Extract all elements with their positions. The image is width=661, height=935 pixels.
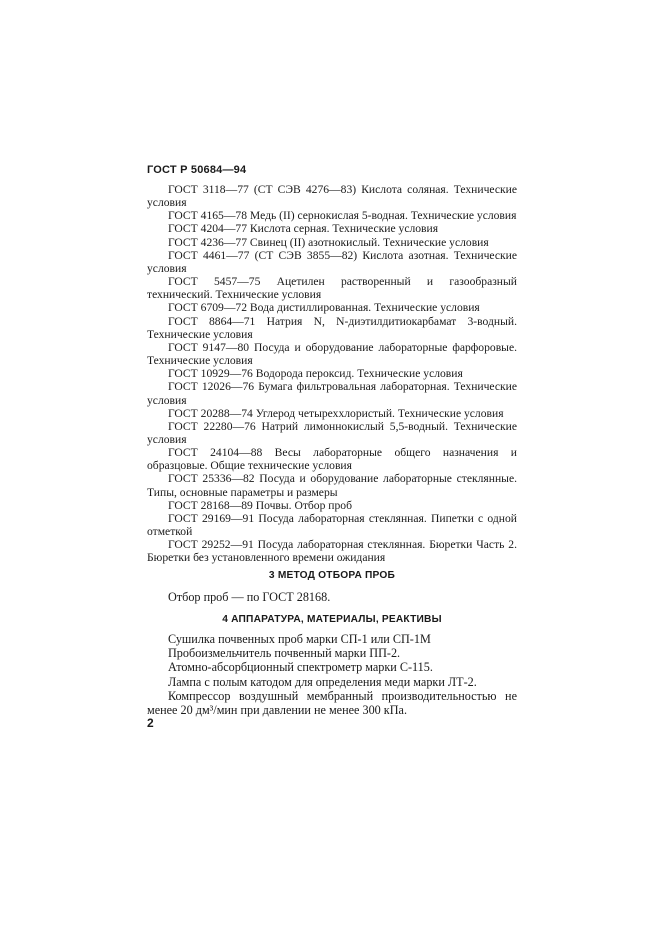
section-3-heading: 3 МЕТОД ОТБОРА ПРОБ xyxy=(268,570,396,581)
document-header: ГОСТ Р 50684—94 xyxy=(147,164,247,176)
normative-references xyxy=(147,183,517,565)
reference-item: ГОСТ 12026—76 Бумага фильтровальная лабораторная. Технические условия xyxy=(147,380,517,407)
reference-item: ГОСТ 29169—91 Посуда лабораторная стеклянная. Пипетки с одной отметкой xyxy=(147,511,517,539)
section-4-heading: 4 АППАРАТУРА, МАТЕРИАЛЫ, РЕАКТИВЫ xyxy=(222,614,442,625)
reference-item: ГОСТ 20288—74 Углерод четыреххлористый. Технические условия xyxy=(168,406,504,420)
reference-item: ГОСТ 4204—77 Кислота серная. Технические условия xyxy=(168,222,439,236)
reference-item: ГОСТ 29252—91 Посуда лабораторная стеклянная. Бюретки Часть 2. Бюретки без установленного времени ожидания xyxy=(147,538,517,565)
reference-item: ГОСТ 4461—77 (СТ СЭВ 3855—82) Кислота азотная. Технические условия xyxy=(147,248,517,275)
reference-item: ГОСТ 22280—76 Натрий лимоннокислый 5,5-водный. Технические условия xyxy=(147,419,517,446)
reference-item: ГОСТ 9147—80 Посуда и оборудование лабораторные фарфоровые. Технические условия xyxy=(147,340,517,368)
reference-item: ГОСТ 5457—75 Ацетилен растворенный и газообразный технический. Технические условия xyxy=(147,275,517,302)
reference-item: ГОСТ 3118—77 (СТ СЭВ 4276—83) Кислота соляная. Технические условия xyxy=(147,183,517,210)
equipment-item: Атомно-абсорбционный спектрометр марки С-115. xyxy=(168,660,433,675)
reference-item: ГОСТ 4236—77 Свинец (II) азотнокислый. Технические условия xyxy=(168,235,489,249)
equipment-item: Лампа с полым катодом для определения меди марки ЛТ-2. xyxy=(168,674,477,689)
equipment-item: Пробоизмельчитель почвенный марки ПП-2. xyxy=(168,646,401,661)
reference-item: ГОСТ 6709—72 Вода дистиллированная. Технические условия xyxy=(168,301,480,315)
reference-item: ГОСТ 4165—78 Медь (II) сернокислая 5-водная. Технические условия xyxy=(168,209,517,223)
reference-item: ГОСТ 28168—89 Почвы. Отбор проб xyxy=(168,498,352,512)
reference-item: ГОСТ 24104—88 Весы лабораторные общего назначения и образцовые. Общие технические условия xyxy=(147,446,517,473)
reference-item: ГОСТ 8864—71 Натрия N, N-диэтилдитиокарбамат 3-водный. Технические условия xyxy=(147,314,517,341)
equipment-item: Сушилка почвенных проб марки СП-1 или СП-1М xyxy=(168,632,431,646)
section-3-text: Отбор проб — по ГОСТ 28168. xyxy=(168,590,331,604)
equipment-item: Компрессор воздушный мембранный производительностью не менее 20 дм³/мин при давлении не менее 300 кПа. xyxy=(147,688,517,718)
equipment-list xyxy=(147,632,517,717)
reference-item: ГОСТ 10929—76 Водорода пероксид. Технические условия xyxy=(168,367,463,381)
reference-item: ГОСТ 25336—82 Посуда и оборудование лабораторные стеклянные. Типы, основные параметры и размеры xyxy=(147,472,517,499)
page-number: 2 xyxy=(147,716,154,730)
